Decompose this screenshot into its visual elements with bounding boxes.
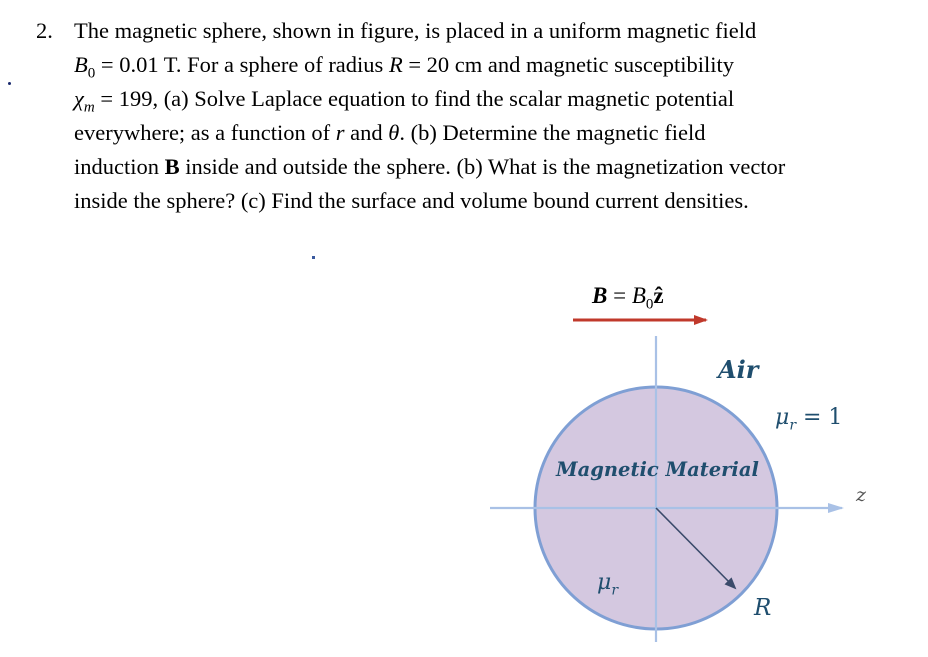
field-label <box>592 283 664 314</box>
line6-text: inside the sphere? (c) Find the surface and volume bound current densities. <box>74 188 749 213</box>
line4-and: and <box>344 120 389 145</box>
line2-eq: = 0.01 T. For a sphere of radius <box>95 52 389 77</box>
line1-text: The magnetic sphere, shown in figure, is placed in a uniform magnetic field <box>74 18 757 43</box>
mu-inside-label <box>597 570 618 598</box>
mu-outside-symbol: μ <box>775 405 790 430</box>
line4-b: . (b) Determine the magnetic field <box>399 120 706 145</box>
z-axis-label: z <box>856 484 867 506</box>
field-label-eq: = <box>607 283 632 308</box>
mu-outside-sub: r <box>789 417 797 434</box>
b0-symbol: B <box>74 52 88 77</box>
z-hat-symbol: ẑ <box>653 283 664 308</box>
b0-subscript: 0 <box>87 65 96 82</box>
problem-number: 2. <box>36 18 53 43</box>
line4-a: everywhere; as a function of <box>74 120 336 145</box>
theta-symbol: θ <box>388 120 400 145</box>
r-symbol: r <box>335 120 345 145</box>
radius-label: R <box>754 595 772 621</box>
mu-inside-sub: r <box>611 582 619 599</box>
radius-symbol: R <box>388 52 403 77</box>
mu-outside-label <box>775 405 842 433</box>
chi-subscript: m <box>83 99 95 116</box>
mu-inside-symbol: μ <box>597 570 612 595</box>
chi-symbol: χ <box>74 86 84 111</box>
line5-b: inside and outside the sphere. (b) What is the magnetization vector <box>179 154 786 179</box>
mu-outside-value: = 1 <box>796 405 843 430</box>
line2-rest: = 20 cm and magnetic susceptibility <box>402 52 735 77</box>
line5-a: induction <box>74 154 165 179</box>
line3-rest: = 199, (a) Solve Laplace equation to find the scalar magnetic potential <box>94 86 735 111</box>
air-label: Air <box>718 355 759 384</box>
field-label-b0-sub: 0 <box>645 296 654 313</box>
field-label-b0: B <box>631 283 646 308</box>
b-vector-symbol: B <box>164 154 180 179</box>
magnetic-material-label: Magnetic Material <box>556 458 759 481</box>
field-label-b: B <box>592 283 608 308</box>
